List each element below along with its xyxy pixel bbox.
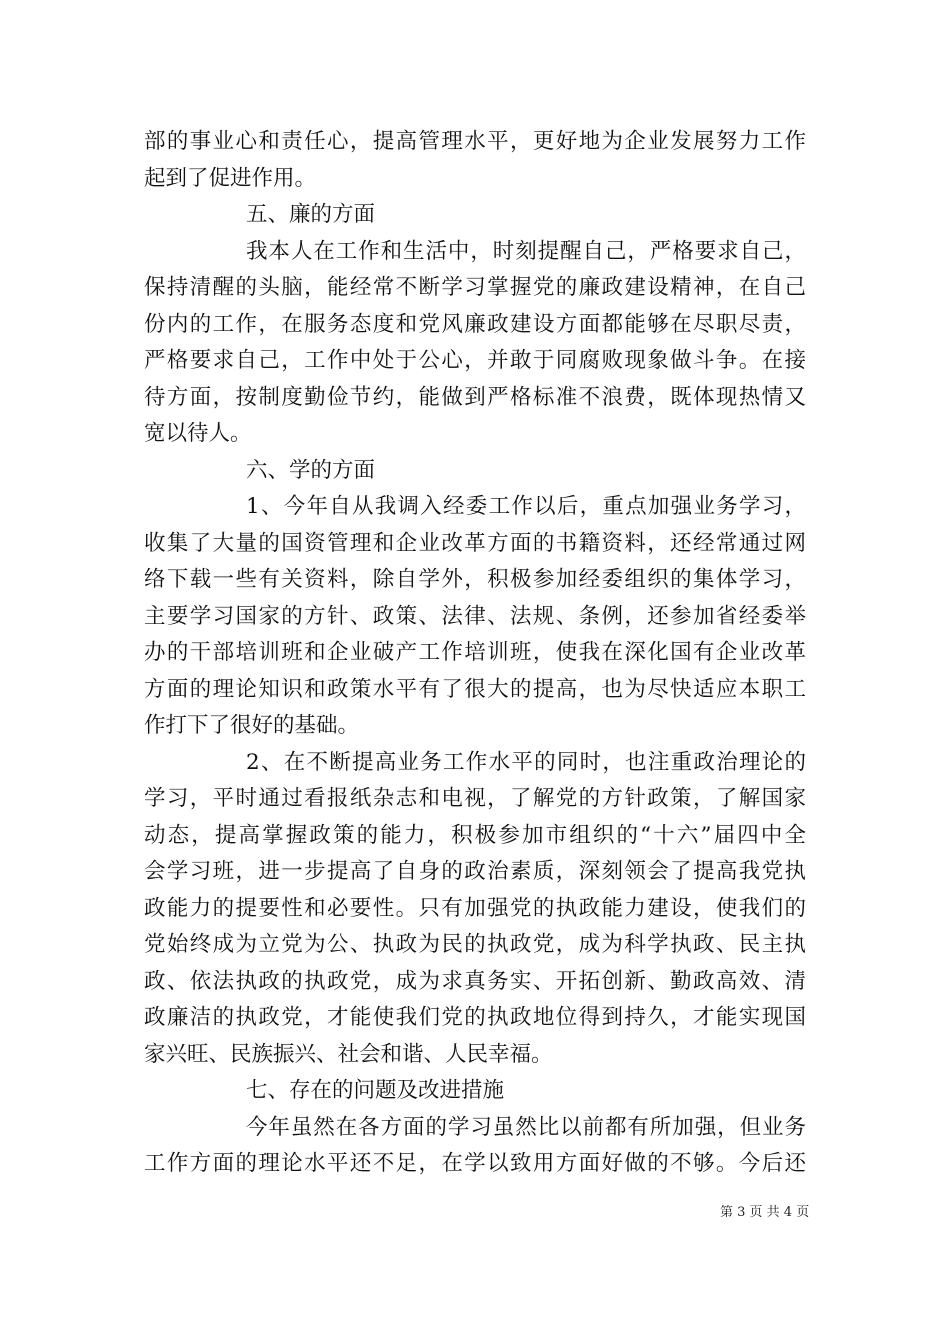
text-line: 会学习班，进一步提高了自身的政治素质，深刻领会了提高我党执 [144, 859, 806, 884]
section-heading: 六、学的方面 [246, 458, 376, 483]
text-line: 作打下了很好的基础。 [144, 713, 360, 738]
text-line: 政能力的提要性和必要性。只有加强党的执政能力建设，使我们的 [144, 896, 806, 921]
text-line: 宽以待人。 [144, 421, 252, 446]
text-line: 起到了促进作用。 [144, 166, 317, 191]
text-line: 严格要求自己，工作中处于公心，并敢于同腐败现象做斗争。在接 [144, 348, 806, 373]
paragraph-first-line: 今年虽然在各方面的学习虽然比以前都有所加强，但业务 [246, 1115, 806, 1140]
text-line: 家兴旺、民族振兴、社会和谐、人民幸福。 [144, 1042, 553, 1067]
text-line: 络下载一些有关资料，除自学外，积极参加经委组织的集体学习， [144, 567, 806, 592]
paragraph-first-line: 我本人在工作和生活中，时刻提醒自己，严格要求自己， [246, 239, 806, 264]
page-number-footer: 第 3 页 共 4 页 [720, 1205, 810, 1220]
text-line: 学习，平时通过看报纸杂志和电视，了解党的方针政策，了解国家 [144, 786, 806, 811]
text-line: 办的干部培训班和企业破产工作培训班，使我在深化国有企业改革 [144, 640, 806, 665]
text-line: 党始终成为立党为公、执政为民的执政党，成为科学执政、民主执 [144, 932, 806, 957]
section-heading: 五、廉的方面 [246, 202, 376, 227]
text-line: 主要学习国家的方针、政策、法律、法规、条例，还参加省经委举 [144, 604, 806, 629]
text-line: 政廉洁的执政党，才能使我们党的执政地位得到持久，才能实现国 [144, 1005, 806, 1030]
text-line: 部的事业心和责任心，提高管理水平，更好地为企业发展努力工作 [144, 129, 806, 154]
text-line: 待方面，按制度勤俭节约，能做到严格标准不浪费，既体现热情又 [144, 385, 806, 410]
paragraph-first-line: 2、在不断提高业务工作水平的同时，也注重政治理论的 [246, 750, 806, 775]
paragraph-first-line: 1、今年自从我调入经委工作以后，重点加强业务学习， [246, 494, 806, 519]
section-heading: 七、存在的问题及改进措施 [246, 1078, 505, 1103]
text-line: 保持清醒的头脑，能经常不断学习掌握党的廉政建设精神，在自己 [144, 275, 806, 300]
text-line: 份内的工作，在服务态度和党风廉政建设方面都能够在尽职尽责， [144, 312, 806, 337]
text-line: 方面的理论知识和政策水平有了很大的提高，也为尽快适应本职工 [144, 677, 806, 702]
text-line: 政、依法执政的执政党，成为求真务实、开拓创新、勤政高效、清 [144, 969, 806, 994]
text-line: 收集了大量的国资管理和企业改革方面的书籍资料，还经常通过网 [144, 531, 806, 556]
text-line: 动态，提高掌握政策的能力，积极参加市组织的“十六”届四中全 [144, 823, 806, 848]
text-line: 工作方面的理论水平还不足，在学以致用方面好做的不够。今后还 [144, 1151, 806, 1176]
